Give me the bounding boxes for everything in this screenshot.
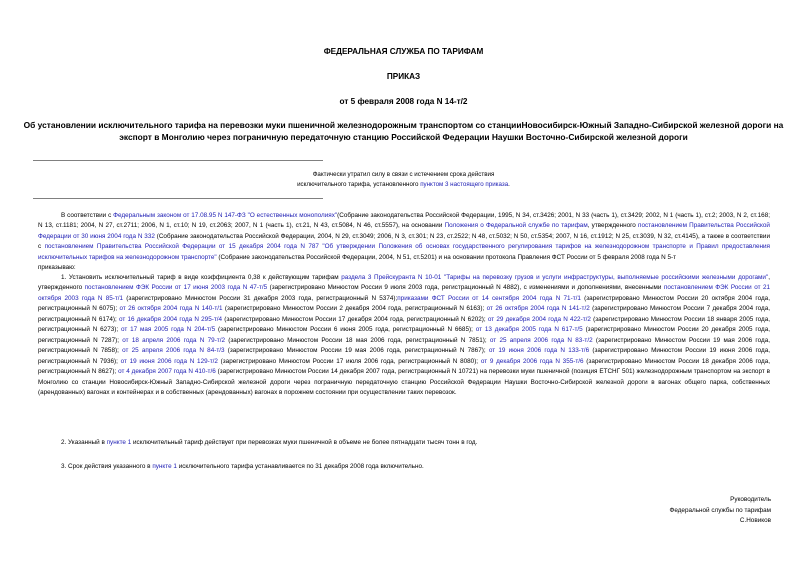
signature-title: Руководитель [730, 496, 771, 503]
link-fst-83[interactable]: от 25 апреля 2006 года N 83-т/2 [489, 336, 593, 344]
link-price-list[interactable]: раздела 3 Прейскуранта N 10-01 "Тарифы на перевозку грузов и услуги инфраструктуры, выполняемые российскими железными дорогами" [341, 274, 769, 281]
item-1-paragraph: 1. Установить исключительный тариф в виде коэффициента 0,38 к действующим тарифам раздела 3 Прейскуранта N 10-01 "Тарифы на перевозку грузов и услуги инфраструктуры, выполняемые российскими железными дорогами", утвержденного постановлением ФЭК России от 17 июня 2003 года N 47-т/5 (зарегистрировано Минюстом России 9 июля 2003 года, регистрационный N 4882), с изменениями и дополнениями, внесенными постановлением ФЭК России от 21 октября 2003 года N 85-т/1 (зарегистрировано Минюстом России 31 декабря 2003 года, регистрационный N 5374);приказами ФСТ России от 14 сентября 2004 года N 71-т/1 (зарегистрировано Минюстом России 20 октября 2004 года, регистрационный N 6075); от 26 октября 2004 года N 140-т/1 (зарегистрировано Минюстом России 2 декабря 2004 года, регистрационный N 6163); от 26 октября 2004 года N 141-т/2 (зарегистрировано Минюстом России 7 декабря 2004 года, регистрационный N 6174); от 16 декабря 2004 года N 295-т/4 (зарегистрировано Минюстом России 17 декабря 2004 года, регистрационный N 6202); от 29 декабря 2004 года N 422-т/2 (зарегистрировано Минюстом России 18 января 2005 года, регистрационный N 6273); от 17 мая 2005 года N 204-т/5 (зарегистрировано Минюстом России 6 июня 2005 года, регистрационный N 6685); от 13 декабря 2005 года N 617-т/5 (зарегистрировано Минюстом России 20 декабря 2005 года, регистрационный N 7287); от 18 апреля 2006 года N 79-т/2 (зарегистрировано Минюстом России 18 мая 2006 года, регистрационный N 7851); от 25 апреля 2006 года N 83-т/2 (зарегистрировано Минюстом России 19 мая 2006 года, регистрационный N 7858); от 25 апреля 2006 года N 84-т/3 (зарегистрировано Минюстом России 19 мая 2006 года, регистрационный N 7867); от 19 июня 2006 года N 133-т/6 (зарегистрировано Минюстом России 19 июня 2006 года, регистрационный N 7936); от 19 июня 2006 года N 129-т/2 (зарегистрировано Минюстом России 17 июля 2006 года, регистрационный N 8080); от 9 декабря 2006 года N 355-т/6 (зарегистрировано Минюстом России 18 декабря 2006 года, регистрационный N 8627); от 4 декабря 2007 года N 410-т/6 (зарегистрировано Минюстом России 14 декабря 2007 года, регистрационный N 10721) на перевозки муки пшеничной (позиция ЕТСНГ 501) железнодорожным транспортом на экспорт в Монголию со станции Новосибирск-Южный Западно-Сибирской железной дороги через пограничную передаточную станцию Российской Федерации Наушки Восточно-Сибирской железной дороги в вагонах общего парка, собственных (арендованных) вагонах и контейнерах и в собственных (арендованных) вагонах в порожнем состоянии при осуществлении таких перевозок. [38, 274, 771, 396]
link-fst-617[interactable]: от 13 декабря 2005 года N 617-т/5 [475, 326, 583, 334]
link-fst-79[interactable]: от 18 апреля 2006 года N 79-т/2 [122, 336, 226, 344]
link-fek-47[interactable]: постановлением ФЭК России от 17 июня 2003 года N 47-т/5 [84, 284, 268, 292]
link-resolution-787[interactable]: постановлением Правительства Российской Федерации от 15 декабря 2004 года N 787 "Об утверждении Положения об основах государственного регулирования тарифов на железнодорожном транспорте и Правил предоставления исключительных тарифов на железнодорожном транспорте" [38, 243, 770, 261]
link-item1-b[interactable]: пункте 1 [152, 463, 177, 470]
order-word: приказываю: [38, 264, 76, 271]
link-item1[interactable]: пункте 1 [106, 439, 132, 446]
link-fst-422[interactable]: от 29 декабря 2004 года N 422-т/2 [487, 315, 591, 323]
link-fst-140[interactable]: от 26 октября 2004 года N 140-т/1 [119, 305, 223, 313]
status-note-line1: Фактически утратил силу в связи с истечением срока действия [312, 171, 495, 178]
link-fst-84[interactable]: от 25 апреля 2006 года N 84-т/3 [122, 347, 225, 355]
divider-bottom [33, 198, 323, 199]
link-federal-law[interactable]: Федеральным законом от 17.08.95 N 147-ФЗ "О естественных монополиях" [113, 212, 338, 219]
link-fst-133[interactable]: от 19 июня 2006 года N 133-т/6 [488, 347, 590, 355]
link-fst-71[interactable]: приказами ФСТ России от 14 сентября 2004 года N 71-т/1 [397, 294, 581, 302]
link-fst-204[interactable]: от 17 мая 2005 года N 204-т/5 [120, 326, 216, 334]
divider-top [33, 160, 323, 161]
link-item3[interactable]: пунктом 3 настоящего приказа [420, 181, 509, 188]
signature-name: С.Новиков [739, 517, 771, 525]
link-fst-129[interactable]: от 19 июня 2006 года N 129-т/2 [120, 357, 218, 365]
link-fst-regulation[interactable]: Положения о Федеральной службе по тарифам [444, 222, 588, 230]
document-subject: Об установлении исключительного тарифа на перевозки муки пшеничной железнодорожным транспортом со станцииНовосибирск-Южный Западно-Сибирской железной дороги на экспорт в Монголию через пограничную передаточную станцию Российской Федерации Наушки Восточно-Сибирской железной дороги [23, 120, 784, 143]
link-resolution-332[interactable]: постановлением Правительства Российской Федерации от 30 июня 2004 года N 332 [38, 222, 770, 240]
status-note [0, 170, 807, 190]
document-type-heading: ПРИКАЗ [386, 72, 421, 81]
agency-heading: ФЕДЕРАЛЬНАЯ СЛУЖБА ПО ТАРИФАМ [323, 47, 484, 56]
signature-org: Федеральной службы по тарифам [669, 506, 771, 514]
link-fek-85[interactable]: постановлением ФЭК России от 21 октября 2003 года N 85-т/1 [38, 284, 771, 302]
preamble-paragraph: В соответствии с Федеральным законом от 17.08.95 N 147-ФЗ "О естественных монополиях"(Собрание законодательства Российской Федерации, 1995, N 34, ст.3426; 2001, N 33 (часть 1), ст.3429; 2002, N 1 (часть 1), ст.2; 2003, N 2, ст.168; N 13, ст.1181; 2004, N 27, ст.2711; 2006, N 1, ст.10; N 19, ст.2063; 2007, N 1 (часть 1), ст.21, N 43, ст.5084, N 46, ст.5557), на основании Положения о Федеральной службе по тарифам, утвержденного постановлением Правительства Российской Федерации от 30 июня 2004 года N 332 (Собрание законодательства Российской Федерации, 2004, N 29, ст.3049; 2006, N 3, ст.301; N 23, ст.2522; N 48, ст.5032; N 50, ст.5354; 2007, N 16, ст.1912; N 25, ст.3039, N 32, ст.4145), а также в соответствии с постановлением Правительства Российской Федерации от 15 декабря 2004 года N 787 "Об утверждении Положения об основах государственного регулирования тарифов на железнодорожном транспорте и Правил предоставления исключительных тарифов на железнодорожном транспорте" (Собрание законодательства Российской Федерации, 2004, N 51, ст.5201) и на основании протокола Правления ФСТ России от 5 февраля 2008 года N 5-т [38, 212, 770, 261]
status-note-line2: исключительного тарифа, установленного пунктом 3 настоящего приказа. [297, 181, 510, 188]
signature-block [670, 495, 772, 527]
item-3-paragraph: 3. Срок действия указанного в пункте 1 исключительного тарифа устанавливается по 31 декабря 2008 года включительно. [61, 463, 424, 470]
item-2-paragraph: 2. Указанный в пункте 1 исключительный тариф действует при перевозках муки пшеничной в объеме не более пятнадцати тысяч тонн в год. [61, 439, 478, 446]
link-fst-355[interactable]: от 9 декабря 2006 года N 355-т/6 [480, 357, 584, 365]
link-fst-295[interactable]: от 16 декабря 2004 года N 295-т/4 [119, 315, 223, 323]
document-date-number: от 5 февраля 2008 года N 14-т/2 [339, 97, 468, 106]
link-fst-410[interactable]: от 4 декабря 2007 года N 410-т/6 [118, 368, 216, 376]
link-fst-141[interactable]: от 26 октября 2004 года N 141-т/2 [486, 305, 590, 313]
